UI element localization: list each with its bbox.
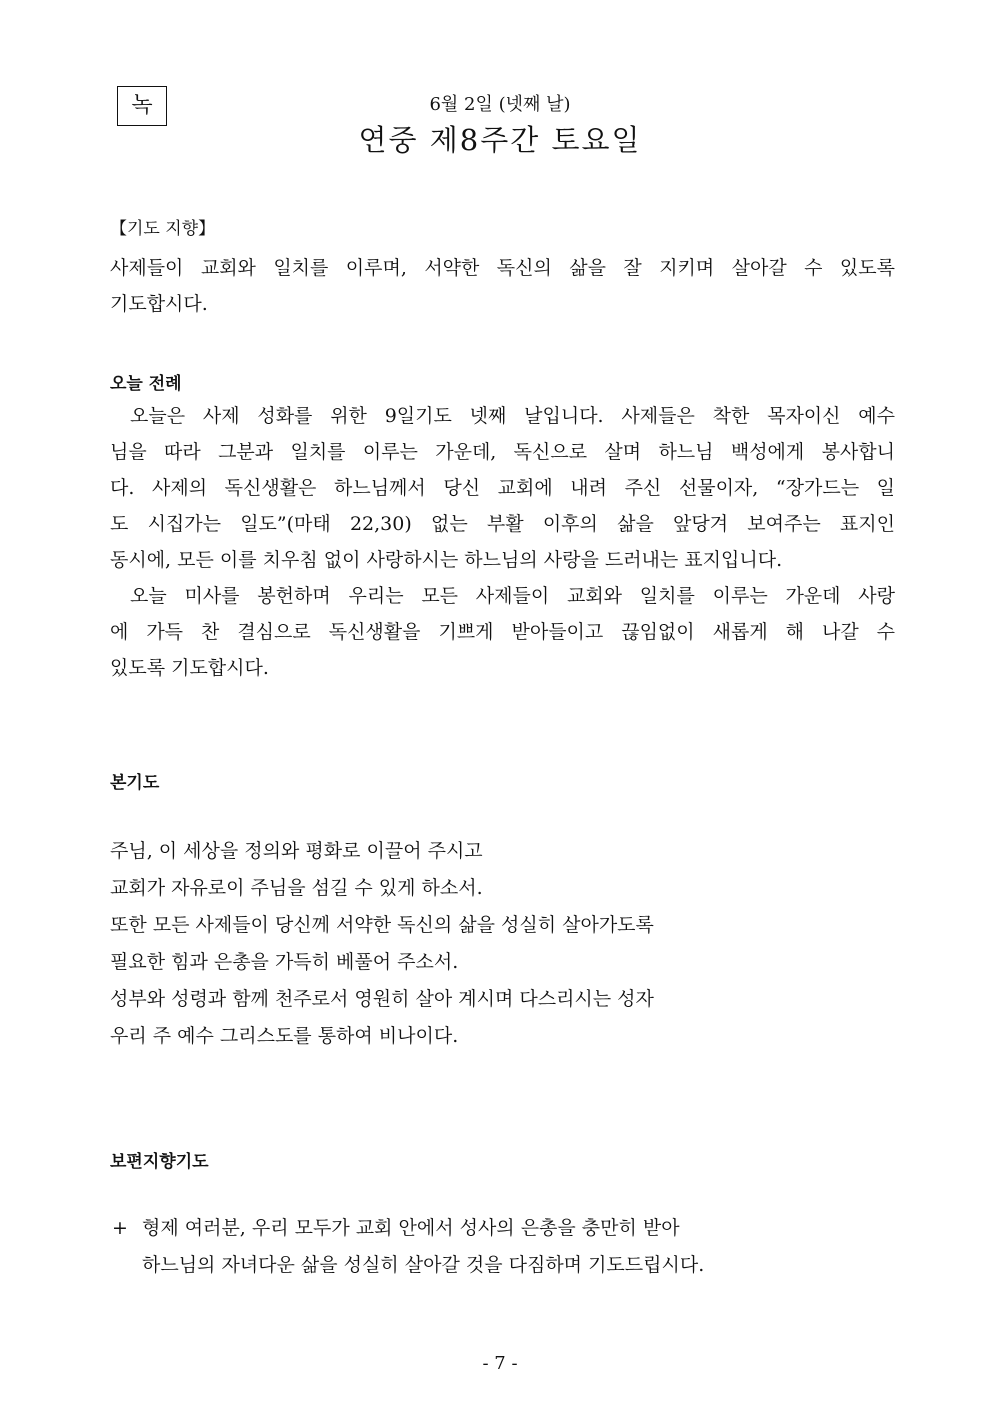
liturgy-line: 에 가득 찬 결심으로 독신생활을 기쁘게 받아들이고 끊임없이 새롭게 해 나갈 수 — [110, 621, 895, 643]
section-heading-universal-prayer: 보편지향기도 — [110, 1152, 209, 1172]
collect-line: 교회가 자유로이 주님을 섬길 수 있게 하소서. — [110, 877, 483, 899]
liturgy-line: 도 시집가는 일도”(마태 22,30) 없는 부활 이후의 삶을 앞당겨 보여주는 표지인 — [110, 513, 895, 535]
universal-prayer-line-text: 하느님의 자녀다운 삶을 성실히 살아갈 것을 다짐하며 기도드립시다. — [142, 1254, 705, 1276]
collect-line: 성부와 성령과 함께 천주로서 영원히 살아 계시며 다스리시는 성자 — [110, 988, 654, 1010]
intention-line: 사제들이 교회와 일치를 이루며, 서약한 독신의 삶을 잘 지키며 살아갈 수 있도록 — [110, 257, 895, 279]
page-number: - 7 - — [482, 1353, 518, 1374]
liturgy-line: 다. 사제의 독신생활은 하느님께서 당신 교회에 내려 주신 선물이자, “장가드는 일 — [110, 477, 895, 499]
liturgy-line: 오늘은 사제 성화를 위한 9일기도 넷째 날입니다. 사제들은 착한 목자이신 예수 — [130, 405, 895, 427]
liturgy-line: 오늘 미사를 봉헌하며 우리는 모든 사제들이 교회와 일치를 이루는 가운데 사랑 — [130, 585, 895, 607]
collect-line: 주님, 이 세상을 정의와 평화로 이끌어 주시고 — [110, 840, 483, 862]
prayer-intention-label: 【기도 지향】 — [110, 219, 216, 239]
universal-prayer-text — [112, 1210, 912, 1284]
universal-prayer-line — [112, 1247, 912, 1284]
liturgy-text — [110, 398, 895, 686]
liturgical-color-marker: 녹 — [117, 86, 167, 126]
section-heading-liturgy: 오늘 전례 — [110, 374, 182, 394]
liturgy-line: 님을 따라 그분과 일치를 이루는 가운데, 독신으로 살며 하느님 백성에게 봉사합니 — [110, 441, 895, 463]
universal-prayer-line — [112, 1210, 912, 1247]
intention-line: 기도합시다. — [110, 293, 208, 315]
collect-line: 우리 주 예수 그리스도를 통하여 비나이다. — [110, 1025, 459, 1047]
date-line: 6월 2일 (넷째 날) — [429, 94, 571, 115]
section-heading-collect: 본기도 — [110, 773, 160, 793]
collect-line: 또한 모든 사제들이 당신께 서약한 독신의 삶을 성실히 살아가도록 — [110, 914, 654, 936]
plus-icon: + — [112, 1217, 128, 1239]
liturgy-line: 동시에, 모든 이를 치우침 없이 사랑하시는 하느님의 사랑을 드러내는 표지입니다. — [110, 549, 783, 571]
universal-prayer-line-text: 형제 여러분, 우리 모두가 교회 안에서 성사의 은총을 충만히 받아 — [142, 1217, 680, 1239]
collect-line: 필요한 힘과 은총을 가득히 베풀어 주소서. — [110, 951, 459, 973]
prayer-intention-text — [110, 250, 895, 322]
page-title: 연중 제8주간 토요일 — [358, 123, 642, 157]
collect-prayer — [110, 833, 895, 1055]
liturgy-line: 있도록 기도합시다. — [110, 657, 269, 679]
